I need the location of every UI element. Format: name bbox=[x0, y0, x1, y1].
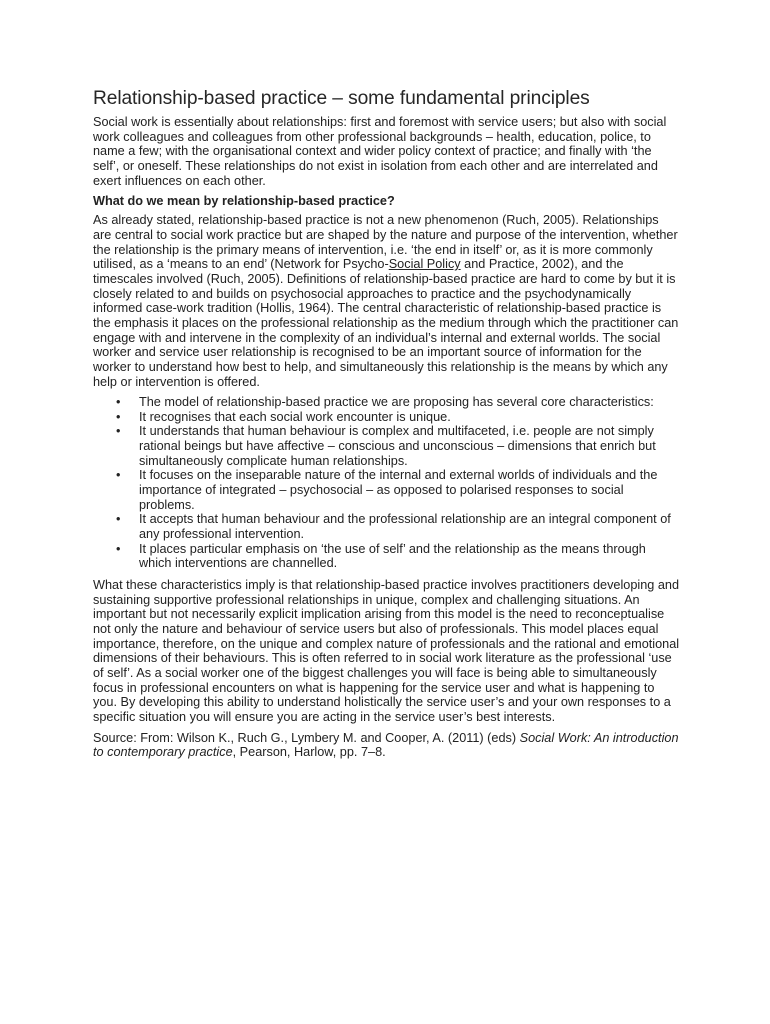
list-item-text: The model of relationship-based practice we are proposing has several core characteristics: bbox=[139, 395, 654, 410]
bullet-icon: • bbox=[116, 424, 121, 439]
page-title: Relationship-based practice – some fundamental principles bbox=[93, 88, 590, 109]
characteristics-list bbox=[93, 395, 680, 571]
list-item bbox=[93, 512, 680, 541]
list-item bbox=[93, 424, 680, 468]
list-item-text: It focuses on the inseparable nature of the internal and external worlds of individuals and the importance of integrated – psychosocial – as opposed to polarised responses to social problems. bbox=[139, 468, 658, 512]
list-item-text: It accepts that human behaviour and the professional relationship are an integral component of any professional intervention. bbox=[139, 512, 671, 542]
list-item-text: It recognises that each social work encounter is unique. bbox=[139, 409, 451, 424]
bullet-icon: • bbox=[116, 409, 121, 424]
intro-paragraph: Social work is essentially about relationships: first and foremost with service users; but also with social work colleagues and colleagues from other professional backgrounds – health, education, police, to name a few; with the organisational context and wider policy context of practice; and finally with ‘the self’, or oneself. These relationships do not exist in isolation from each other and are interrelated and exert influences on each other. bbox=[93, 115, 667, 188]
source-book-title: Social Work: An introduction to contemporary practice bbox=[93, 730, 679, 760]
source-citation bbox=[93, 731, 680, 760]
list-item bbox=[93, 542, 680, 571]
bullet-icon: • bbox=[116, 541, 121, 556]
bullet-icon: • bbox=[116, 395, 121, 410]
bullet-icon: • bbox=[116, 512, 121, 527]
list-item-text: It places particular emphasis on ‘the use of self’ and the relationship as the means through which interventions are channelled. bbox=[139, 541, 646, 571]
list-item-text: It understands that human behaviour is complex and multifaceted, i.e. people are not simply rational beings but have affective – conscious and unconscious – dimensions that enrich but simultaneously complicate human relationships. bbox=[139, 424, 656, 468]
source-prefix: Source: From: Wilson K., Ruch G., Lymbery M. and Cooper, A. (2011) (eds) bbox=[93, 730, 520, 745]
section-heading: What do we mean by relationship-based practice? bbox=[93, 194, 395, 209]
list-item bbox=[93, 410, 680, 425]
list-item bbox=[93, 468, 680, 512]
list-item bbox=[93, 395, 680, 410]
social-policy-link[interactable]: Social Policy bbox=[388, 257, 461, 272]
definition-text-before-link: As already stated, relationship-based practice is not a new phenomenon (Ruch, 2005). Relationships are central to social work practice but are shaped by the nature and purpose of the intervention, whether the relationship is the primary means of intervention, i.e. ‘the end in itself’ or, as it is more commonly utilised, as a ‘means to an end’ (Network for Psycho- bbox=[93, 213, 678, 272]
bullet-icon: • bbox=[116, 468, 121, 483]
definition-paragraph bbox=[93, 213, 680, 389]
source-suffix: , Pearson, Harlow, pp. 7–8. bbox=[232, 745, 386, 760]
definition-text-after-link: and Practice, 2002), and the timescales involved (Ruch, 2005). Definitions of relationship-based practice are hard to come by but it is closely related to and builds on psychosocial approaches to practice and the psychodynamically informed case-work tradition (Hollis, 1964). The central characteristic of relationship-based practice is the emphasis it places on the professional relationship as the medium through which the practitioner can engage with and intervene in the complexity of an individual’s internal and external worlds. The social worker and service user relationship is recognised to be an important source of information for the worker to understand how best to help, and simultaneously this relationship is the means by which any help or intervention is offered. bbox=[93, 257, 679, 389]
implications-paragraph: What these characteristics imply is that relationship-based practice involves practitioners developing and sustaining supportive professional relationships in unique, complex and challenging situations. An important but not necessarily explicit implication arising from this model is the need to reconceptualise not only the nature and behaviour of service users but also of professionals. This model places equal importance, therefore, on the unique and complex nature of professionals and the rational and emotional dimensions of their behaviours. This is often referred to in social work literature as the professional ‘use of self’. As a social worker one of the biggest challenges you will face is being able to simultaneously focus in professional encounters on what is happening for the service user and what is happening to you. By developing this ability to understand holistically the service user’s and your own responses to a specific situation you will ensure you are acting in the service user’s best interests. bbox=[93, 578, 680, 724]
